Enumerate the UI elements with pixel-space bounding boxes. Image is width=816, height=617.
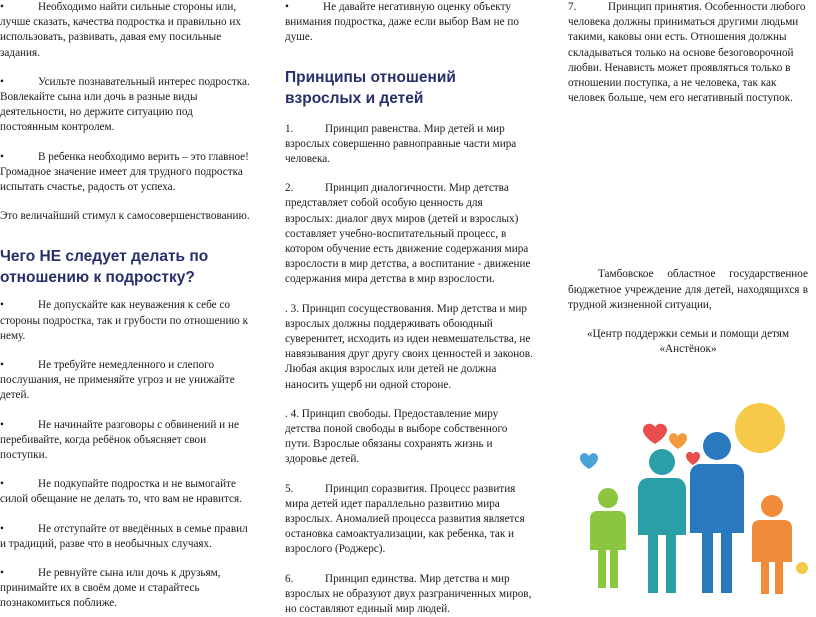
dont-bullet (0, 477, 250, 507)
bullet-marker: • (0, 418, 4, 431)
dont-text: Не требуйте немедленного и слепого послушания, не применяйте угроз и не унижайте детей. (0, 359, 235, 402)
sun-icon (735, 403, 785, 453)
principle-text: Принцип единства. Мир детства и мир взрослых не образуют двух разграниченных миров, но составляют единый мир людей. (285, 572, 532, 616)
dont-bullet (0, 522, 250, 552)
tip-text: Не давайте негативную оценку объекту внимания подростка, даже если выбор Вам не по душе. (285, 1, 519, 44)
bullet-marker: • (0, 299, 4, 312)
tip-text: Необходимо найти сильные стороны или, лучше сказать, качества подростка и правильно их использовать, развивать, давая ему посильные задания. (0, 1, 242, 59)
mother-body (638, 478, 686, 593)
principle-number: 7. (568, 1, 577, 13)
principle-number: 5. (285, 482, 294, 495)
principle-number: 2. (285, 182, 294, 195)
tip-bullet (0, 75, 250, 136)
bullet-marker: • (0, 567, 4, 580)
dont-text: Не начинайте разговоры с обвинений и не перебивайте, когда ребёнок объясняет свои поступки. (0, 418, 239, 462)
principle-item (568, 0, 808, 106)
tip-bullet (0, 150, 250, 196)
principle-text: Принцип равенства. Мир детей и мир взрослых совершенно равноправные части мира человека. (285, 122, 517, 166)
family-illustration (572, 398, 808, 598)
principle-text: . 3. Принцип сосуществования. Мир детства и мир взрослых должны поддерживать обоюдный суверенитет, исходить из идеи невмешательства, не навязывания друг другу своих ценностей и законов. Любая акция взрослых или детей не должна наносить ущерб ни одной стороне. (285, 302, 533, 391)
bullet-marker: • (0, 359, 4, 372)
principle-item (285, 482, 533, 558)
left-column (0, 0, 250, 612)
tip-text: В ребенка необходимо верить – это главное! Громадное значение имеет для трудного подростка испытать счастье, радость от успеха. (0, 150, 249, 194)
dont-text: Не ревнуйте сына или дочь к друзьям, принимайте их в своём доме и старайтесь познакомиться поближе. (0, 567, 221, 610)
organization-name: Тамбовское областное государственное бюджетное учреждение для детей, находящихся в трудной жизненной ситуации, (568, 268, 808, 311)
middle-column (285, 0, 533, 617)
bullet-marker: • (0, 150, 4, 163)
principle-number: 6. (285, 572, 294, 585)
dont-bullet (0, 298, 250, 344)
bullet-marker: • (285, 1, 289, 13)
dont-text: Не отступайте от введённых в семье правил и традиций, разве что в необычных случаях. (0, 522, 248, 550)
principle-text: . 4. Принцип свободы. Предоставление миру детства поной свободы в выборе собственного пути. Взрослые обязаны сохранять жизнь и здоровье детей. (285, 407, 508, 466)
heart-icon (669, 433, 687, 449)
tip-bullet (285, 0, 533, 46)
bullet-marker: • (0, 478, 4, 491)
center-name: «Центр поддержки семьи и помощи детям «Анстёнок» (586, 328, 790, 356)
flower-icon (796, 562, 808, 574)
principle-item (285, 181, 533, 287)
bullet-marker: • (0, 522, 4, 535)
mother-head (649, 449, 675, 475)
tip-text: Усильте познавательный интерес подростка. Вовлекайте сына или дочь в разные виды деятельности, но держите ситуацию под постоянным контролем. (0, 75, 250, 134)
heart-icon (686, 452, 700, 465)
bullet-marker: • (0, 75, 4, 88)
section-heading-principles: Принципы отношений взрослых и детей (285, 68, 456, 107)
child-body (590, 511, 626, 588)
principle-number: 1. (285, 122, 294, 135)
child-body (752, 520, 792, 594)
dont-bullet (0, 566, 250, 612)
tip-bullet (0, 0, 250, 61)
heart-icon (643, 424, 667, 444)
bullet-marker: • (0, 1, 4, 13)
dont-text: Не допускайте как неуважения к себе со стороны подростка, так и грубости по отношению к нему. (0, 299, 249, 342)
principle-text: Принцип соразвития. Процесс развития мира детей идет параллельно развитию мира взрослых. Аномалией процесса развития является остановка самоактуализации, как ребенка, так и взрослого (Роджерс). (285, 482, 525, 556)
right-column (568, 0, 808, 357)
section-heading-dont: Чего НЕ следует делать по отношению к подростку? (0, 248, 209, 287)
child-head (761, 495, 783, 517)
dont-text: Не подкупайте подростка и не вымогайте силой обещание не делать то, что вам не нравится. (0, 478, 242, 506)
dont-bullet (0, 418, 250, 464)
principle-text: Принцип диалогичности. Мир детства представляет собой особую ценность для взрослых: диалог двух миров (детей и взрослых) составляет учебно-воспитательный процесс, в котором обучение есть движение содержания мира взрослости в мир детства, а воспитание - движение содержания мира детства в мир взрослости. (285, 182, 531, 286)
child-head (598, 488, 618, 508)
principle-text: Принцип принятия. Особенности любого человека должны приниматься другими людьми такими, каковы они есть. Отношения должны складываться только на основе безоговорочной любви. Ненависть может проявляться только в отношении поступка, а не человека, так как человек больше, чем его негативный поступок. (568, 1, 806, 105)
principle-item (285, 122, 533, 168)
dont-bullet (0, 358, 250, 404)
principle-item (285, 572, 533, 617)
father-body (690, 464, 744, 593)
father-head (703, 432, 731, 460)
stimulus-text: Это величайший стимул к самосовершенствованию. (0, 210, 250, 223)
heart-icon (580, 453, 598, 469)
